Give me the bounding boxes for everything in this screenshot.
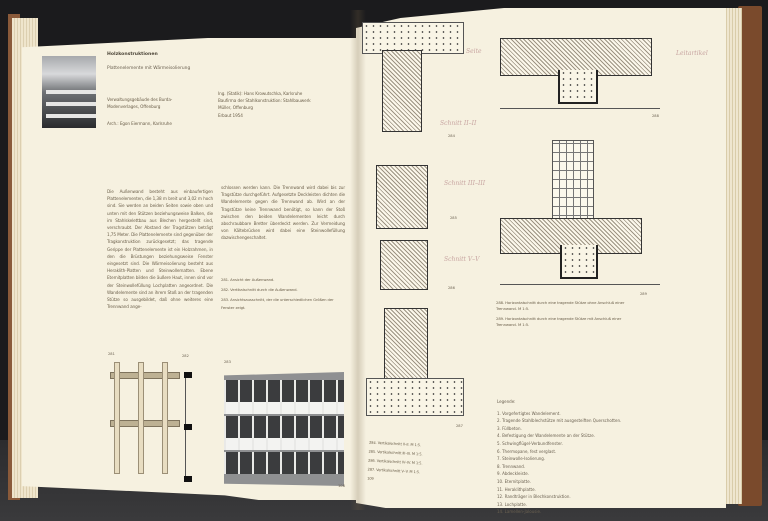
caption: 287. Vertikalschnitt V–V. M 1:5. bbox=[367, 467, 421, 475]
detail-drawing-287-concrete bbox=[366, 378, 464, 416]
column-fill-288 bbox=[558, 70, 598, 104]
legend-item: 1. Vorgefertigtes Wandelement. bbox=[497, 410, 561, 416]
pencil-note: Schnitt III–III bbox=[444, 180, 486, 187]
detail-drawing-284 bbox=[382, 50, 422, 132]
figure-number: 284 bbox=[448, 134, 455, 138]
architect: Arch.: Egon Eiermann, Karlsruhe bbox=[107, 121, 172, 126]
pencil-note: Seite bbox=[466, 48, 482, 55]
facade-photo bbox=[224, 372, 344, 486]
legend-item: 8. Trennwand. bbox=[497, 463, 526, 469]
wall-section-drawing bbox=[185, 372, 192, 482]
subheading: Plattenelemente mit Wärmeisolierung bbox=[107, 66, 191, 71]
legend-item: 10. Eternitplatte. bbox=[497, 478, 531, 484]
building-name: Verwaltungsgebäude des Burda-Modenverlages, Offenburg bbox=[107, 97, 173, 110]
caption: 286. Vertikalschnitt IV–IV. M 1:5. bbox=[367, 458, 423, 466]
pencil-note: Leitartikel bbox=[676, 50, 708, 57]
caption: 283. Ansichtsausschnitt, der die unterschiedlichen Größen der Fenster zeigt. bbox=[221, 297, 334, 310]
caption: 284. Vertikalschnitt II–II. M 1:5. bbox=[368, 440, 422, 448]
credits bbox=[218, 90, 358, 119]
facade-elevation-drawing bbox=[110, 362, 178, 472]
legend-item: 2. Tragende Stahlblechstütze mit ausgesteiften Querschotten. bbox=[497, 418, 622, 424]
legend-item: 11. Heraklithplatte. bbox=[497, 486, 536, 492]
caption: 282. Vertikalschnitt durch die Außenwand. bbox=[221, 287, 298, 293]
legend-item: 14. Lamellen-Jalousie. bbox=[497, 509, 542, 515]
figure-number: 285 bbox=[450, 216, 457, 220]
credit-line: Baufirma der Stahlkonstruktion: Stahlbauwerk bbox=[218, 98, 311, 104]
credit-line: Müller, Offenburg bbox=[218, 105, 253, 111]
dimension-line bbox=[500, 284, 660, 285]
legend-item: 13. Lochplatte. bbox=[497, 501, 527, 507]
page-number: 108 bbox=[338, 484, 345, 488]
detail-drawing-286 bbox=[380, 240, 428, 290]
credit-line: Erbaut 1954 bbox=[218, 112, 243, 118]
legend-item: 9. Abdeckleiste. bbox=[497, 471, 529, 477]
figure-number: 289 bbox=[640, 292, 647, 296]
legend-item: 7. Steinwolle-Isolierung. bbox=[497, 456, 546, 462]
caption: 281. Ansicht der Außenwand. bbox=[221, 277, 275, 282]
legend-item: 12. Randträger in Blechkonstruktion. bbox=[497, 494, 571, 500]
pencil-note: Schnitt II–II bbox=[440, 120, 477, 127]
building-photo bbox=[42, 56, 96, 128]
section-heading: Holzkonstruktionen bbox=[107, 52, 158, 57]
column-fill-289 bbox=[560, 245, 598, 279]
legend-item: 4. Befestigung der Wandelemente an der Stütze. bbox=[497, 433, 595, 439]
figure-number: 286 bbox=[448, 286, 455, 290]
credit-line: Ing. (Statik): Hans Krowutschka, Karlsruhe bbox=[218, 91, 303, 96]
legend-item: 3. Füllbeton. bbox=[497, 425, 522, 431]
legend-item: 5. Schwingflügel-Verbundfenster. bbox=[497, 440, 563, 446]
detail-drawing-287 bbox=[384, 308, 428, 380]
dimension-line bbox=[500, 108, 660, 109]
caption: 285. Vertikalschnitt III–III. M 1:5. bbox=[368, 449, 423, 457]
legend-item: 6. Thermopane, fest verglast. bbox=[497, 448, 557, 454]
caption: 289. Horizontalschnitt durch eine tragende Stütze mit Anschluß einer Trennwand. M 1:5. bbox=[496, 316, 622, 327]
caption: 288. Horizontalschnitt durch eine tragende Stütze ohne Anschluß einer Trennwand. M 1:5. bbox=[496, 300, 625, 311]
figure-number: 281 bbox=[108, 352, 115, 356]
figure-number: 282 bbox=[182, 354, 189, 358]
legend-title: Legende: bbox=[497, 399, 516, 404]
captions-left bbox=[221, 276, 347, 311]
body-text-col2: schlossen werden kann. Die Trennwand wird dabei bis zur Tragstütze durchgeführt. Aufgesetzte Deckleisten dichten die Wandelemente gegen die Trennwand ab. Wird an der Tragstütze keine Trennwand benötigt, so kann der Stoß zwischen den beiden Wandelementen leicht durch abschraubbare Bretter überdeckt werden. Zur Vermeidung von Kältebrücken wird dabei eine Steinwollefüllung dazwischengeschaltet. bbox=[221, 185, 345, 241]
book-gutter bbox=[350, 10, 366, 510]
legend bbox=[497, 398, 621, 516]
captions-vertical-sections bbox=[367, 439, 424, 487]
detail-drawing-285 bbox=[376, 165, 428, 229]
figure-number: 283 bbox=[224, 360, 231, 364]
figure-number: 287 bbox=[456, 424, 463, 428]
page-number: 109 bbox=[367, 476, 374, 481]
captions-horizontal-sections bbox=[496, 300, 636, 328]
figure-number: 288 bbox=[652, 114, 659, 118]
pencil-note: Schnitt V–V bbox=[444, 256, 480, 263]
body-text-col1: Die Außenwand besteht aus einbaufertigen Plattenelementen, die 1,38 m breit und 3,02 m hoch sind. Sie werden an beiden Seiten sowie oben und unten mit den Stützen beziehungsweise Balken, die im Stahlskelettbau aus Blechen hergestellt sind, verschraubt. Der Abstand der Tragstützen beträgt 1,75 Meter. Die Plattenelemente sind gegenüber der Tragkonstruktion zurückgesetzt; das tragende Gerippe der Plattenelemente ist ein Holzrahmen, in den die Brüstungen beziehungsweise Fenster eingesetzt sind. Die Wärmeisolierung besteht aus Heraklith-Platten und Steinwollematten. Ebene Eternitplatten bilden die äußere Haut, innen sind vor der Steinwollefüllung Lochplatten angeordnet. Die Wandelemente sind an ihrem Stoß an der tragenden Stütze so ausgebildet, daß ohne weiteres eine Trennwand ange- bbox=[107, 189, 213, 310]
